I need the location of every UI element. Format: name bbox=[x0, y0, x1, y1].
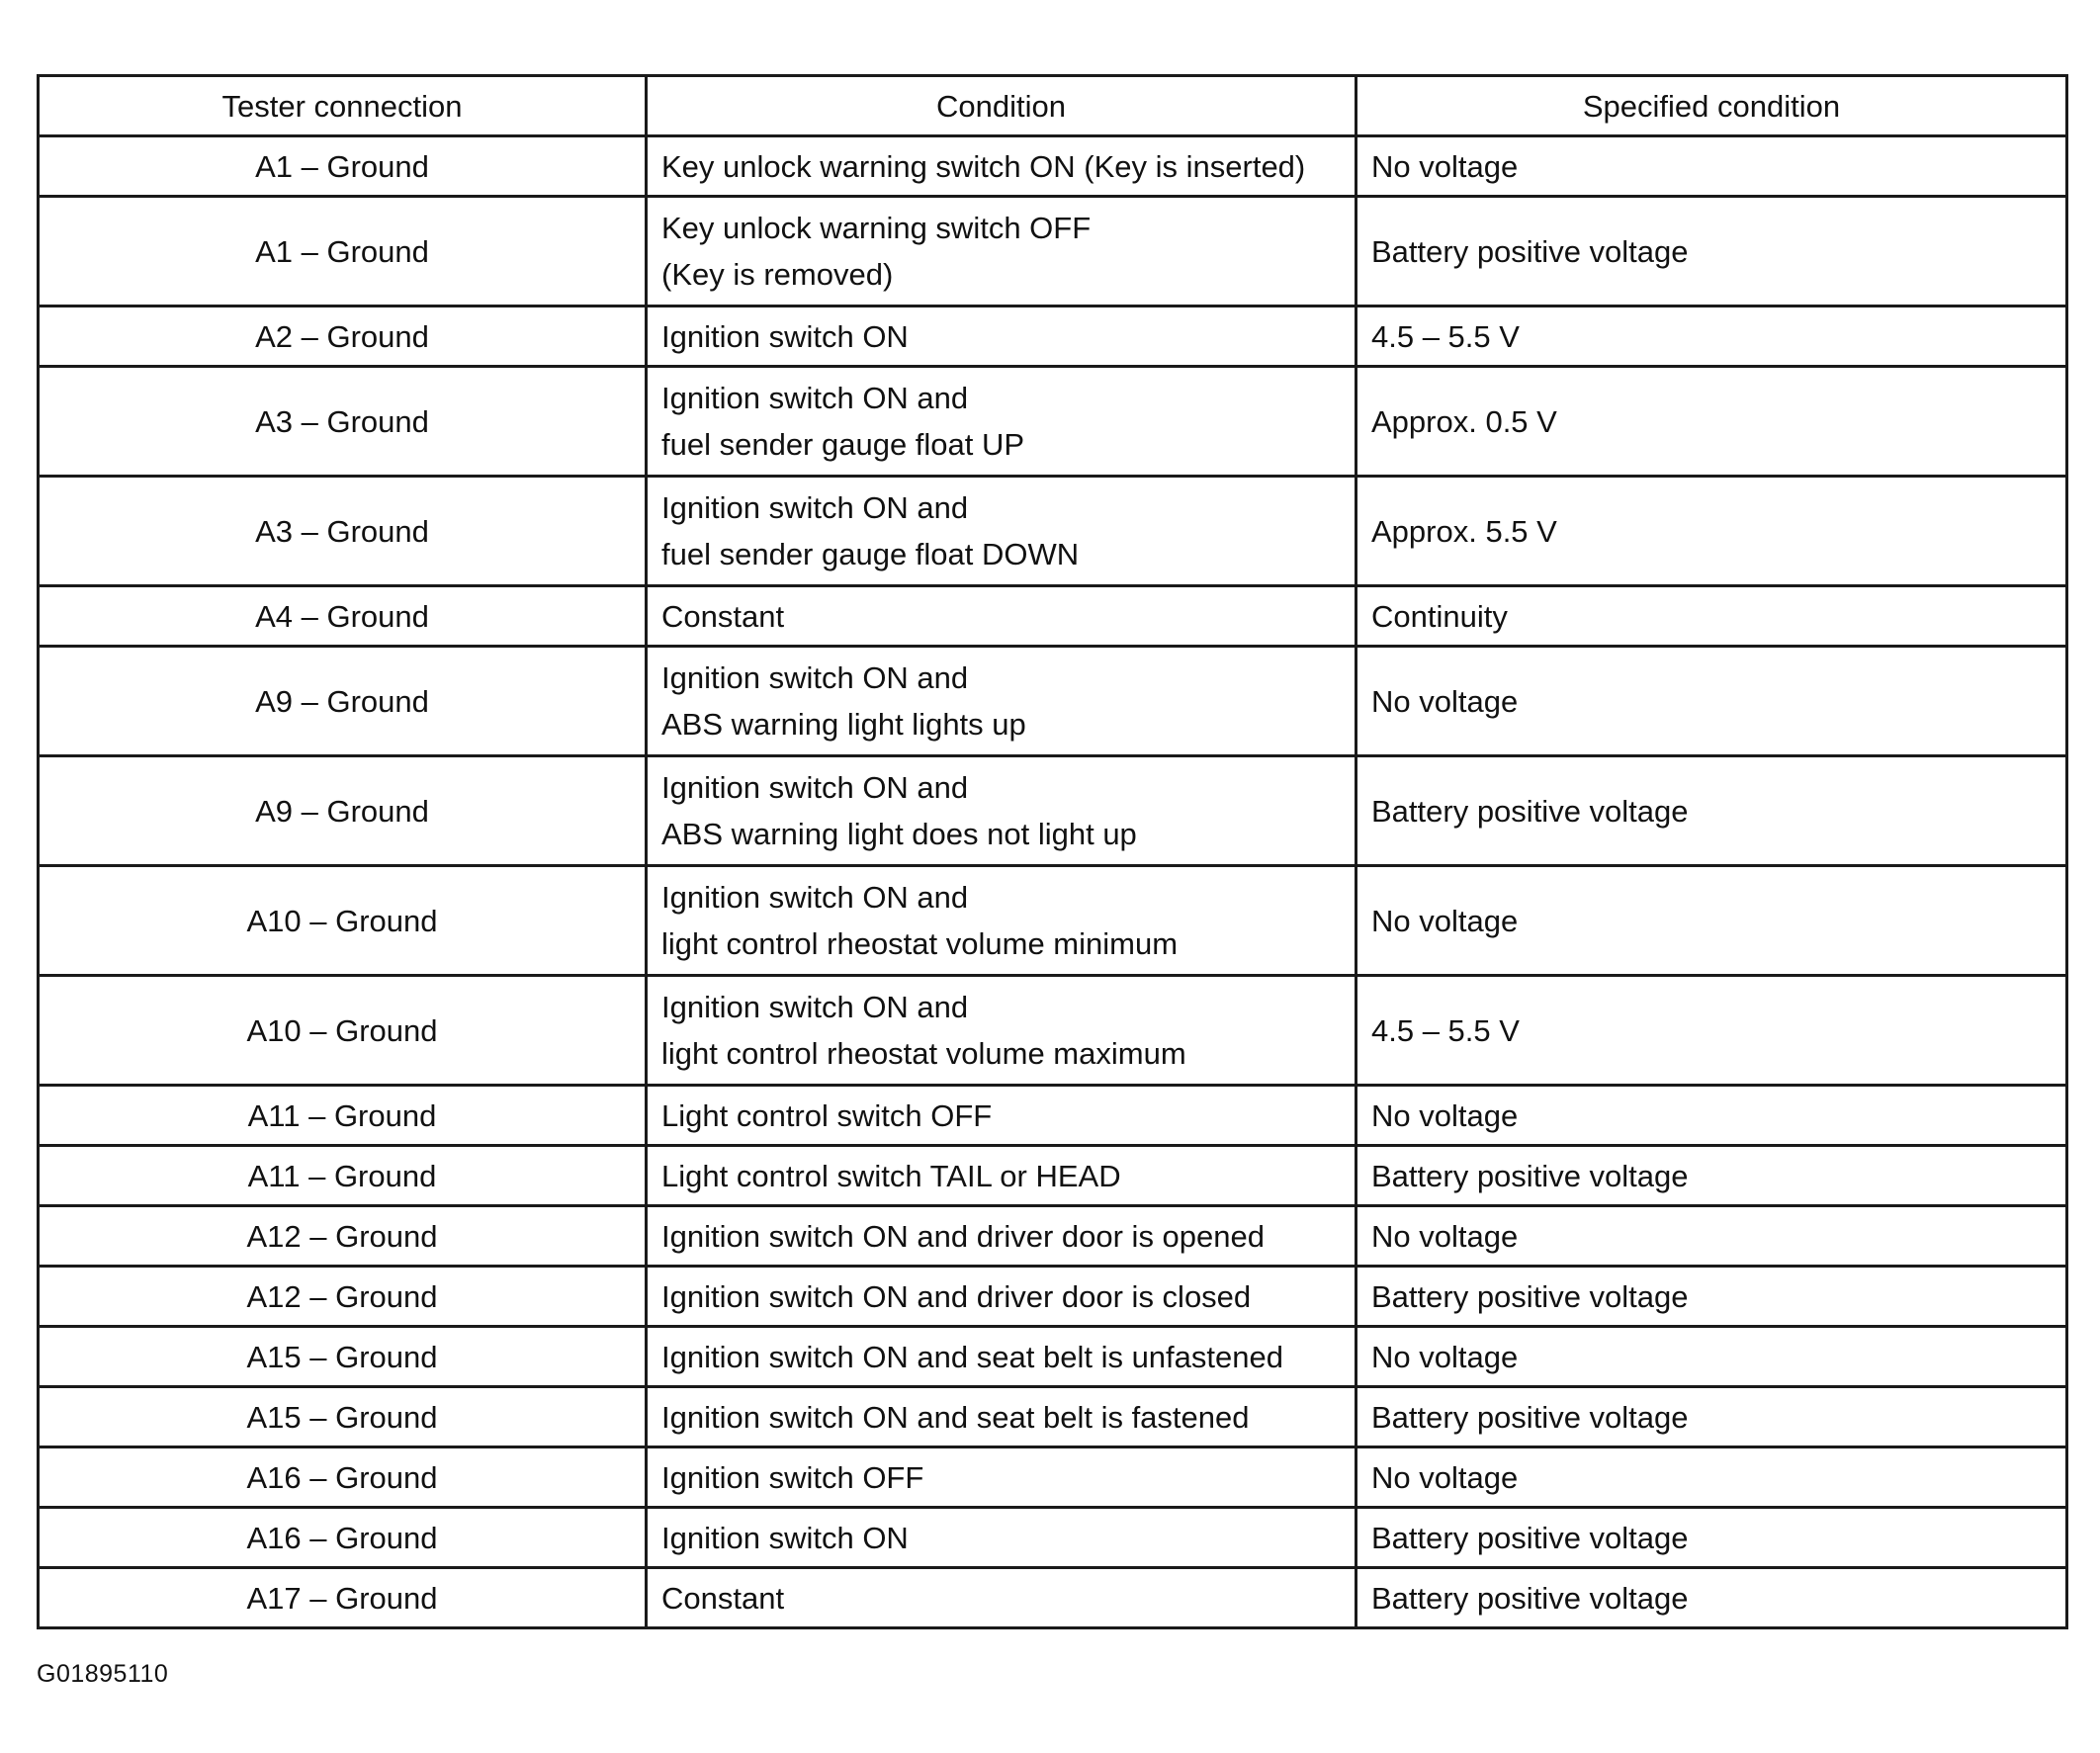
table-row bbox=[39, 1267, 2067, 1327]
table-row bbox=[39, 976, 2067, 1086]
specified-condition-cell: No voltage bbox=[1356, 136, 2067, 197]
tester-connection-cell: A4 – Ground bbox=[39, 586, 647, 647]
condition-cell bbox=[647, 866, 1356, 976]
condition-cell bbox=[647, 307, 1356, 367]
tester-connection-cell: A10 – Ground bbox=[39, 976, 647, 1086]
condition-line: Key unlock warning switch OFF bbox=[661, 211, 1092, 245]
condition-line: Ignition switch ON and driver door is opened bbox=[661, 1218, 1265, 1254]
condition-line: Ignition switch ON bbox=[661, 1520, 909, 1555]
specified-condition-cell: No voltage bbox=[1356, 1206, 2067, 1267]
condition-line: Key unlock warning switch ON (Key is inserted) bbox=[661, 148, 1306, 184]
condition-cell bbox=[647, 1387, 1356, 1447]
tester-connection-cell: A1 – Ground bbox=[39, 197, 647, 307]
table-body bbox=[39, 136, 2067, 1628]
specified-condition-cell: Battery positive voltage bbox=[1356, 1568, 2067, 1628]
specified-condition-cell: No voltage bbox=[1356, 1327, 2067, 1387]
condition-line: Light control switch TAIL or HEAD bbox=[661, 1158, 1121, 1193]
tester-connection-cell: A11 – Ground bbox=[39, 1146, 647, 1206]
table-row bbox=[39, 307, 2067, 367]
tester-connection-cell: A16 – Ground bbox=[39, 1508, 647, 1568]
condition-line: Constant bbox=[661, 598, 785, 634]
specified-condition-cell: Battery positive voltage bbox=[1356, 1387, 2067, 1447]
condition-line: (Key is removed) bbox=[661, 257, 894, 292]
condition-cell bbox=[647, 477, 1356, 586]
condition-cell bbox=[647, 1568, 1356, 1628]
condition-cell bbox=[647, 367, 1356, 477]
condition-cell bbox=[647, 1146, 1356, 1206]
tester-connection-cell: A9 – Ground bbox=[39, 756, 647, 866]
tester-connection-cell: A10 – Ground bbox=[39, 866, 647, 976]
condition-cell bbox=[647, 586, 1356, 647]
tester-connection-cell: A16 – Ground bbox=[39, 1447, 647, 1508]
condition-cell bbox=[647, 976, 1356, 1086]
specified-condition-cell: No voltage bbox=[1356, 1086, 2067, 1146]
table-row bbox=[39, 1508, 2067, 1568]
condition-cell bbox=[647, 756, 1356, 866]
condition-line: light control rheostat volume minimum bbox=[661, 926, 1179, 961]
condition-cell bbox=[647, 1206, 1356, 1267]
tester-connection-cell: A11 – Ground bbox=[39, 1086, 647, 1146]
table-row bbox=[39, 197, 2067, 307]
condition-line: Ignition switch ON bbox=[661, 318, 909, 354]
condition-cell bbox=[647, 1447, 1356, 1508]
condition-cell bbox=[647, 1508, 1356, 1568]
specified-condition-cell: Battery positive voltage bbox=[1356, 1146, 2067, 1206]
tester-connection-cell: A9 – Ground bbox=[39, 647, 647, 756]
table-row bbox=[39, 1447, 2067, 1508]
table-row bbox=[39, 1146, 2067, 1206]
condition-line: ABS warning light does not light up bbox=[661, 817, 1137, 851]
specified-condition-cell: No voltage bbox=[1356, 1447, 2067, 1508]
specified-condition-cell: Approx. 0.5 V bbox=[1356, 367, 2067, 477]
condition-line: Ignition switch ON and bbox=[661, 770, 969, 805]
tester-connection-cell: A15 – Ground bbox=[39, 1387, 647, 1447]
condition-line: Light control switch OFF bbox=[661, 1097, 993, 1133]
table-row bbox=[39, 1387, 2067, 1447]
condition-line: Ignition switch ON and seat belt is fastened bbox=[661, 1399, 1250, 1435]
tester-connection-cell: A2 – Ground bbox=[39, 307, 647, 367]
specified-condition-cell: Battery positive voltage bbox=[1356, 1508, 2067, 1568]
condition-line: Ignition switch ON and bbox=[661, 880, 969, 915]
specified-condition-cell: Battery positive voltage bbox=[1356, 1267, 2067, 1327]
condition-line: Ignition switch OFF bbox=[661, 1459, 924, 1495]
table-row bbox=[39, 647, 2067, 756]
condition-line: Constant bbox=[661, 1580, 785, 1616]
condition-cell bbox=[647, 647, 1356, 756]
specified-condition-cell: 4.5 – 5.5 V bbox=[1356, 307, 2067, 367]
tester-connection-table bbox=[37, 74, 2068, 1629]
condition-line: Ignition switch ON and bbox=[661, 990, 969, 1024]
specified-condition-cell: Battery positive voltage bbox=[1356, 756, 2067, 866]
table-row bbox=[39, 367, 2067, 477]
tester-connection-cell: A1 – Ground bbox=[39, 136, 647, 197]
table-row bbox=[39, 136, 2067, 197]
table-row bbox=[39, 1086, 2067, 1146]
condition-cell bbox=[647, 1327, 1356, 1387]
condition-line: Ignition switch ON and seat belt is unfastened bbox=[661, 1339, 1283, 1374]
condition-line: Ignition switch ON and driver door is closed bbox=[661, 1278, 1252, 1314]
tester-connection-cell: A3 – Ground bbox=[39, 367, 647, 477]
condition-cell bbox=[647, 1086, 1356, 1146]
condition-line: Ignition switch ON and bbox=[661, 381, 969, 415]
condition-line: fuel sender gauge float UP bbox=[661, 427, 1025, 462]
condition-line: ABS warning light lights up bbox=[661, 707, 1026, 742]
tester-connection-cell: A15 – Ground bbox=[39, 1327, 647, 1387]
tester-connection-cell: A12 – Ground bbox=[39, 1206, 647, 1267]
specified-condition-cell: Continuity bbox=[1356, 586, 2067, 647]
condition-cell bbox=[647, 1267, 1356, 1327]
specified-condition-cell: No voltage bbox=[1356, 647, 2067, 756]
header-tester-connection: Tester connection bbox=[39, 76, 647, 136]
header-specified-condition: Specified condition bbox=[1356, 76, 2067, 136]
table-row bbox=[39, 1327, 2067, 1387]
tester-connection-cell: A3 – Ground bbox=[39, 477, 647, 586]
header-condition: Condition bbox=[647, 76, 1356, 136]
table-row bbox=[39, 1206, 2067, 1267]
condition-line: fuel sender gauge float DOWN bbox=[661, 537, 1080, 571]
condition-line: Ignition switch ON and bbox=[661, 490, 969, 525]
specified-condition-cell: 4.5 – 5.5 V bbox=[1356, 976, 2067, 1086]
condition-line: light control rheostat volume maximum bbox=[661, 1036, 1186, 1071]
table-row bbox=[39, 477, 2067, 586]
tester-connection-cell: A17 – Ground bbox=[39, 1568, 647, 1628]
condition-cell bbox=[647, 197, 1356, 307]
table-row bbox=[39, 1568, 2067, 1628]
tester-connection-cell: A12 – Ground bbox=[39, 1267, 647, 1327]
specified-condition-cell: Battery positive voltage bbox=[1356, 197, 2067, 307]
table-row bbox=[39, 586, 2067, 647]
condition-cell bbox=[647, 136, 1356, 197]
condition-line: Ignition switch ON and bbox=[661, 660, 969, 695]
specified-condition-cell: Approx. 5.5 V bbox=[1356, 477, 2067, 586]
table-row bbox=[39, 756, 2067, 866]
figure-code: G01895110 bbox=[37, 1660, 169, 1688]
table-header-row bbox=[39, 76, 2067, 136]
specified-condition-cell: No voltage bbox=[1356, 866, 2067, 976]
table-row bbox=[39, 866, 2067, 976]
